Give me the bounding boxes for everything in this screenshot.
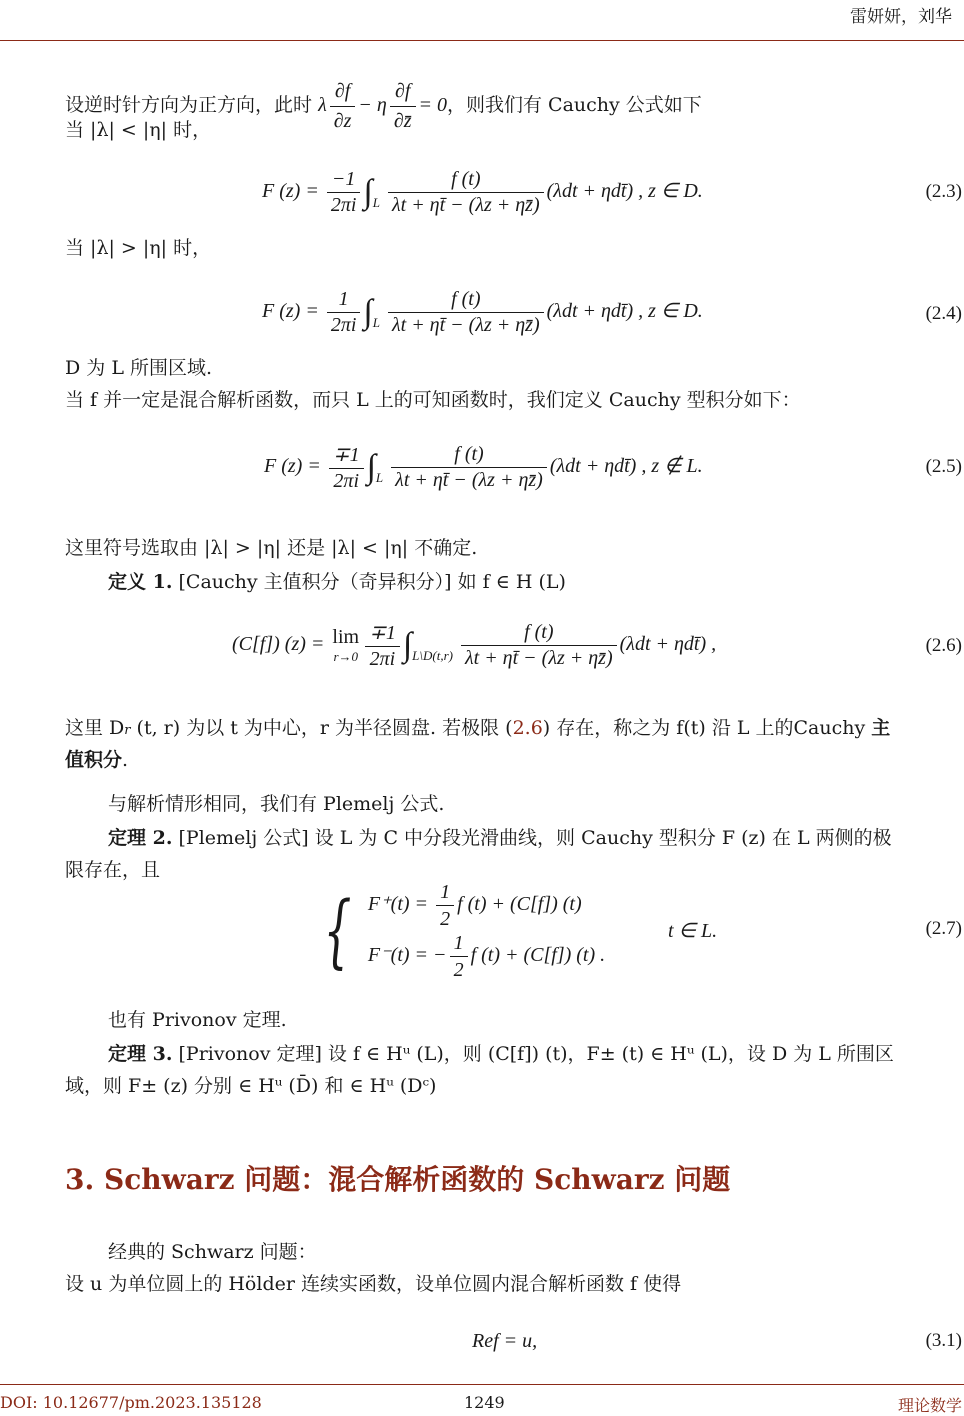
intro-text-b: ，则我们有 Cauchy 公式如下 <box>447 94 702 117</box>
theorem-2-label: 定理 2. <box>108 827 173 849</box>
definition-text: [Cauchy 主值积分（奇异积分）] 如 f ∈ H (L) <box>178 571 566 593</box>
equation-2-4: F (z) = $\frac{1}{2\pi i}$ $\int_L$ $\frac{f (t)}{\lambda t + \eta t̄ - (\lambda z + \eta z̄)}$ (λdt + ηdt̄) , z ∈ D. <box>262 288 703 336</box>
equation-3-1: Ref = u, <box>472 1330 538 1352</box>
pv-text-b: (t, r) 为以 t 为中心，r 为半径圆盘. 若极限 ( <box>130 717 513 739</box>
equation-number-2-5: (2.5) <box>925 456 962 477</box>
inline-equation-dfdz: λ $\frac{\partial f}{\partial z}$ − η $\frac{\partial f}{\partial z̄}$ = 0 <box>318 80 447 132</box>
theorem-3-label: 定理 3. <box>108 1043 173 1065</box>
running-header-authors: 雷妍妍，刘华 <box>850 7 952 27</box>
header-rule <box>0 40 964 41</box>
pv-text-a: 这里 D <box>65 717 125 739</box>
intro-text-a: 设逆时针方向为正方向，此时 <box>65 94 313 117</box>
theorem-3 <box>108 1042 894 1068</box>
definition-1 <box>108 570 566 596</box>
paragraph-plemelj-intro: 与解析情形相同，我们有 Plemelj 公式. <box>108 793 445 815</box>
theorem-2-text: [Plemelj 公式] 设 L 为 C 中分段光滑曲线，则 Cauchy 型积分 F (z) 在 L 两侧的极 <box>178 827 892 849</box>
paragraph-schwarz-intro: 经典的 Schwarz 问题： <box>108 1241 317 1263</box>
equation-number-2-4: (2.4) <box>925 303 962 324</box>
paragraph-privonov-intro: 也有 Privonov 定理. <box>108 1009 287 1031</box>
pv-text-c: ) 存在，称之为 f(t) 沿 L 上的Cauchy <box>542 717 872 739</box>
left-brace: { <box>323 884 352 977</box>
equation-2-7-condition: t ∈ L. <box>668 920 718 942</box>
equation-2-3: F (z) = $\frac{-1}{2\pi i}$ $\int_L$ $\frac{f (t)}{\lambda t + \eta t̄ - (\lambda z + \eta z̄)}$ (λdt + ηdt̄) , z ∈ D. <box>262 168 703 216</box>
definition-label: 定义 1. <box>108 571 173 593</box>
equation-2-6: (C[f]) (z) = lim r→0 $\frac{\mp 1}{2\pi i}$ $\int_{L\backslash D(t,r)}$ $\frac{f (t)}{\lambda t + \eta t̄ - (\lambda z + \eta z̄)}$ (λdt + ηdt̄) , <box>232 621 717 670</box>
equation-number-3-1: (3.1) <box>925 1330 962 1351</box>
paragraph-case2: 当 |λ| > |η| 时， <box>65 237 212 259</box>
theorem-3-text: [Privonov 定理] 设 f ∈ Hᵘ (L)，则 (C[f]) (t)，F± (t) ∈ Hᵘ (L)，设 D 为 L 所围区 <box>178 1043 894 1065</box>
equation-ref-link[interactable]: 2.6 <box>512 717 543 739</box>
theorem-3-cont: 域，则 F± (z) 分别 ∈ Hᵘ (D̄) 和 ∈ Hᵘ (Dᶜ) <box>65 1075 437 1097</box>
paragraph-sign: 这里符号选取由 |λ| > |η| 还是 |λ| < |η| 不确定. <box>65 537 478 559</box>
paragraph-principal-value-cont <box>65 748 128 774</box>
paragraph-domain: D 为 L 所围区域. <box>65 357 213 379</box>
paragraph-schwarz-setup: 设 u 为单位圆上的 Hölder 连续实函数，设单位圆内混合解析函数 f 使得 <box>65 1273 682 1295</box>
paragraph-principal-value: 这里 Dr (t, r) 为以 t 为中心，r 为半径圆盘. 若极限 (2.6) 存在，称之为 f(t) 沿 L 上的Cauchy 主 <box>65 717 891 739</box>
theorem-2-cont: 限存在，且 <box>65 859 161 881</box>
section-heading-3: 3. Schwarz 问题：混合解析函数的 Schwarz 问题 <box>65 1163 731 1196</box>
equation-number-2-7: (2.7) <box>925 918 962 939</box>
footer-journal-link[interactable]: 理论数学 <box>897 1396 962 1415</box>
equation-number-2-3: (2.3) <box>925 181 962 202</box>
theorem-2 <box>108 826 892 852</box>
pv-bold-a: 主 <box>871 717 891 739</box>
equation-2-7: { F⁺(t) = $\frac{1}{2}$ f (t) + (C[f]) (t) F⁻(t) = − $\frac{1}{2}$ f (t) + (C[f]) (t) . <box>323 881 606 981</box>
footer-page-number: 1249 <box>464 1393 505 1412</box>
footer-rule <box>0 1384 964 1385</box>
pv-end: . <box>122 749 129 771</box>
footer-doi-link[interactable]: DOI: 10.12677/pm.2023.135128 <box>0 1393 262 1412</box>
pv-bold-b: 值积分 <box>65 749 123 771</box>
equation-2-5: F (z) = $\frac{\mp 1}{2\pi i}$ $\int_L$ $\frac{f (t)}{\lambda t + \eta t̄ - (\lambda z + \eta z̄)}$ (λdt + ηdt̄) , z ∉ L. <box>264 443 703 492</box>
equation-number-2-6: (2.6) <box>925 635 962 656</box>
paragraph-case1: 当 |λ| < |η| 时， <box>65 119 212 141</box>
paragraph-cauchy-type: 当 f 并一定是混合解析函数，而只 L 上的可知函数时，我们定义 Cauchy 型积分如下： <box>65 389 801 411</box>
